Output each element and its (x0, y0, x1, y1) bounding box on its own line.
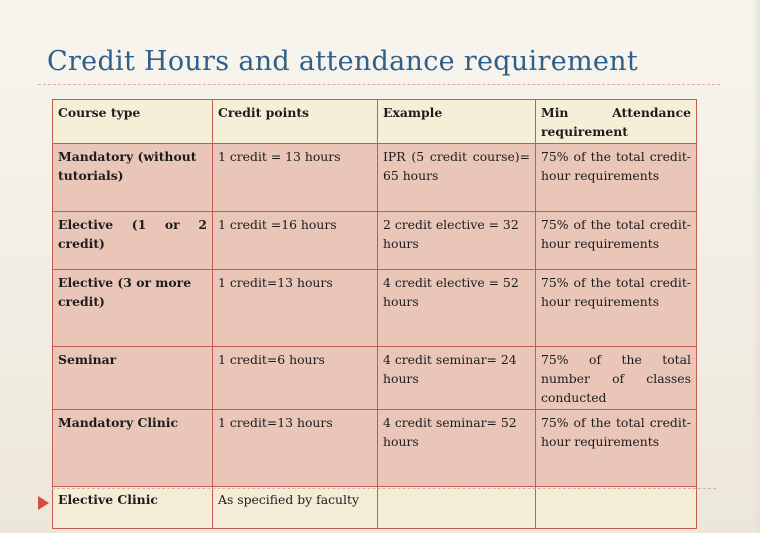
cell-min-attendance: 75% of the total credit-hour requirements (536, 212, 697, 270)
cell-course-type: Seminar (53, 347, 213, 410)
table-row (53, 144, 697, 212)
table-row (53, 347, 697, 410)
cell-course-type: Elective (3 or more credit) (53, 270, 213, 347)
cell-example: 4 credit seminar= 24 hours (378, 347, 536, 410)
table-row (53, 487, 697, 529)
table-row (53, 410, 697, 487)
slide-title: Credit Hours and attendance requirement (47, 46, 638, 77)
cell-credit-points: 1 credit=6 hours (213, 347, 378, 410)
cell-example (378, 487, 536, 529)
table-row (53, 212, 697, 270)
cell-min-attendance: 75% of the total credit-hour requirements (536, 270, 697, 347)
cell-min-attendance (536, 487, 697, 529)
cell-course-type: Mandatory (without tutorials) (53, 144, 213, 212)
cell-min-attendance: 75% of the total number of classes conducted (536, 347, 697, 410)
cell-course-type: Mandatory Clinic (53, 410, 213, 487)
cell-credit-points: 1 credit=13 hours (213, 410, 378, 487)
header-course-type: Course type (53, 100, 213, 144)
credit-hours-table (52, 99, 697, 529)
slide-edge-shadow (752, 0, 760, 533)
cell-min-attendance: 75% of the total credit-hour requirements (536, 144, 697, 212)
table-row (53, 270, 697, 347)
cell-credit-points: As specified by faculty (213, 487, 378, 529)
cell-example: 4 credit seminar= 52 hours (378, 410, 536, 487)
table-header-row (53, 100, 697, 144)
header-min-attendance: Min Attendance requirement (536, 100, 697, 144)
cell-credit-points: 1 credit=13 hours (213, 270, 378, 347)
header-credit-points: Credit points (213, 100, 378, 144)
cell-example: IPR (5 credit course)= 65 hours (378, 144, 536, 212)
cell-credit-points: 1 credit = 13 hours (213, 144, 378, 212)
cell-course-type: Elective (1 or 2 credit) (53, 212, 213, 270)
cell-example: 2 credit elective = 32 hours (378, 212, 536, 270)
cell-min-attendance: 75% of the total credit-hour requirements (536, 410, 697, 487)
marker-guide-line (52, 488, 716, 489)
cell-credit-points: 1 credit =16 hours (213, 212, 378, 270)
triangle-right-icon (38, 496, 49, 510)
title-divider (38, 84, 720, 85)
cell-example: 4 credit elective = 52 hours (378, 270, 536, 347)
cell-course-type: Elective Clinic (53, 487, 213, 529)
header-example: Example (378, 100, 536, 144)
